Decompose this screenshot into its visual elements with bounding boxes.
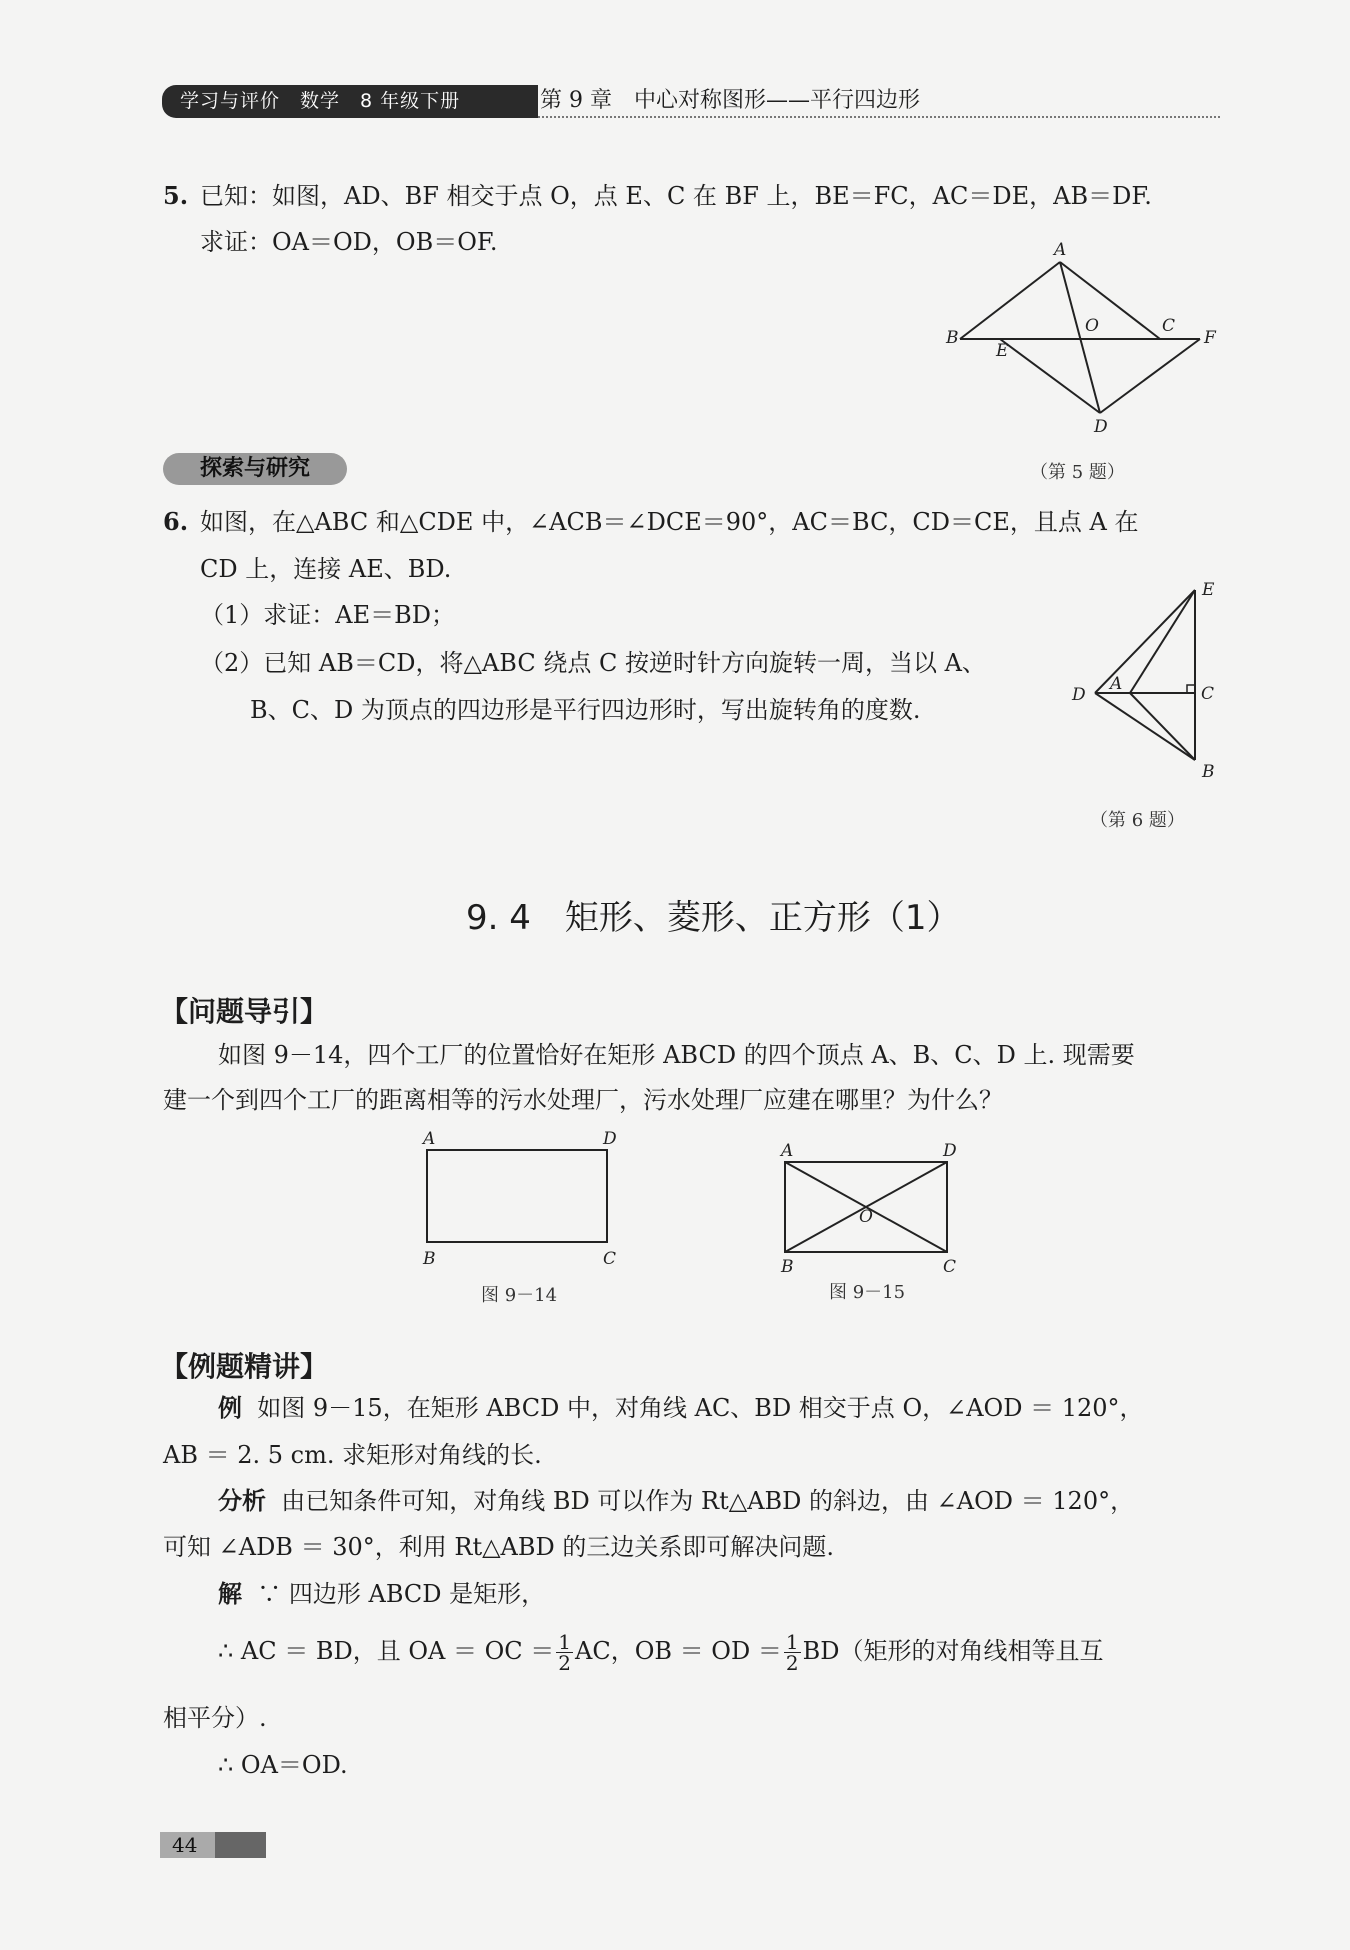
solution-line3: 相平分）. xyxy=(163,1704,267,1732)
q6-part2-line1: （2）已知 AB＝CD，将△ABC 绕点 C 按逆时针方向旋转一周，当以 A、 xyxy=(200,649,986,677)
section-title: 9. 4 矩形、菱形、正方形（1） xyxy=(466,898,961,938)
figure-9-15 xyxy=(775,1140,975,1280)
fig915-label-o: O xyxy=(859,1207,873,1227)
q6-label-a: A xyxy=(1110,674,1123,694)
book-series-banner: 学习与评价 数学 8 年级下册 xyxy=(162,85,538,118)
q5-line2: 求证：OA＝OD，OB＝OF. xyxy=(200,228,498,256)
q5-label-b: B xyxy=(946,328,959,348)
q6-label-b: B xyxy=(1202,762,1215,782)
q6-label-d: D xyxy=(1072,685,1086,705)
q6-line1: 如图，在△ABC 和△CDE 中，∠ACB＝∠DCE＝90°，AC＝BC，CD＝CE，且点 A 在 xyxy=(200,508,1139,536)
q5-line1: 已知：如图，AD、BF 相交于点 O，点 E、C 在 BF 上，BE＝FC，AC＝DE，AB＝DF. xyxy=(200,182,1152,210)
q5-label-f: F xyxy=(1204,328,1216,348)
q6-label-e: E xyxy=(1202,580,1215,600)
fig915-label-a: A xyxy=(781,1141,794,1161)
guide-line1: 如图 9－14，四个工厂的位置恰好在矩形 ABCD 的四个顶点 A、B、C、D 上. 现需要 xyxy=(218,1041,1135,1069)
header-dotted-rule xyxy=(538,116,1220,118)
example-line2: AB ＝ 2. 5 cm. 求矩形对角线的长. xyxy=(163,1441,542,1469)
q5-caption: （第 5 题） xyxy=(1030,462,1125,483)
q6-part1: （1）求证：AE＝BD； xyxy=(200,601,455,629)
example-line1: 例 如图 9－15，在矩形 ABCD 中，对角线 AC、BD 相交于点 O，∠AOD ＝ 120°， xyxy=(218,1393,1144,1422)
chapter-title: 第 9 章 中心对称图形——平行四边形 xyxy=(540,88,920,113)
fig914-caption: 图 9－14 xyxy=(481,1285,558,1306)
q6-label-c: C xyxy=(1201,684,1215,704)
analysis-line2: 可知 ∠ADB ＝ 30°，利用 Rt△ABD 的三边关系即可解决问题. xyxy=(163,1533,835,1561)
q6-figure xyxy=(1060,575,1230,785)
q6-part2-line2: B、C、D 为顶点的四边形是平行四边形时，写出旋转角的度数. xyxy=(250,696,921,724)
q5-label-a: A xyxy=(1054,240,1067,260)
q6-line2: CD 上，连接 AE、BD. xyxy=(200,555,452,583)
solution-line4: ∴ OA＝OD. xyxy=(218,1751,348,1779)
fig914-label-d: D xyxy=(603,1129,617,1149)
q5-number: 5. xyxy=(163,181,189,210)
fraction-half-2: $\frac{1}{2}$ xyxy=(785,1630,799,1675)
solution-label: 解 xyxy=(218,1579,242,1608)
fig915-caption: 图 9－15 xyxy=(829,1282,906,1303)
analysis-line1: 分析 由已知条件可知，对角线 BD 可以作为 Rt△ABD 的斜边，由 ∠AOD ＝ 120°， xyxy=(218,1486,1135,1515)
example-label: 例 xyxy=(218,1393,242,1422)
explore-section-badge: 探索与研究 xyxy=(163,453,347,485)
guide-line2: 建一个到四个工厂的距离相等的污水处理厂，污水处理厂应建在哪里？为什么？ xyxy=(163,1086,1003,1114)
q5-label-o: O xyxy=(1085,316,1099,336)
fig914-label-a: A xyxy=(423,1129,436,1149)
fig915-label-b: B xyxy=(781,1257,794,1277)
q5-figure xyxy=(940,240,1230,440)
analysis-label: 分析 xyxy=(218,1486,266,1515)
solution-line1: 解 ∵ 四边形 ABCD 是矩形， xyxy=(218,1579,546,1608)
figure-9-14 xyxy=(415,1128,630,1278)
q5-label-e: E xyxy=(996,341,1009,361)
page-number: 44 xyxy=(172,1833,198,1857)
fraction-half-1: $\frac{1}{2}$ xyxy=(558,1630,572,1675)
fig915-label-c: C xyxy=(943,1257,957,1277)
fig914-label-c: C xyxy=(603,1249,617,1269)
q5-label-d: D xyxy=(1094,417,1108,437)
page-number-tab xyxy=(160,1832,266,1858)
q5-label-c: C xyxy=(1162,316,1176,336)
fig914-label-b: B xyxy=(423,1249,436,1269)
fig915-label-d: D xyxy=(943,1141,957,1161)
example-heading: 【例题精讲】 xyxy=(160,1350,329,1383)
q6-caption: （第 6 题） xyxy=(1090,810,1185,831)
q6-number: 6. xyxy=(163,507,189,536)
solution-line2: ∴ AC ＝ BD，且 OA ＝ OC ＝ $\frac{1}{2}$ AC，OB ＝ OD ＝ $\frac{1}{2}$ BD（矩形的对角线相等且互 xyxy=(218,1630,1104,1675)
guide-heading: 【问题导引】 xyxy=(160,995,329,1028)
